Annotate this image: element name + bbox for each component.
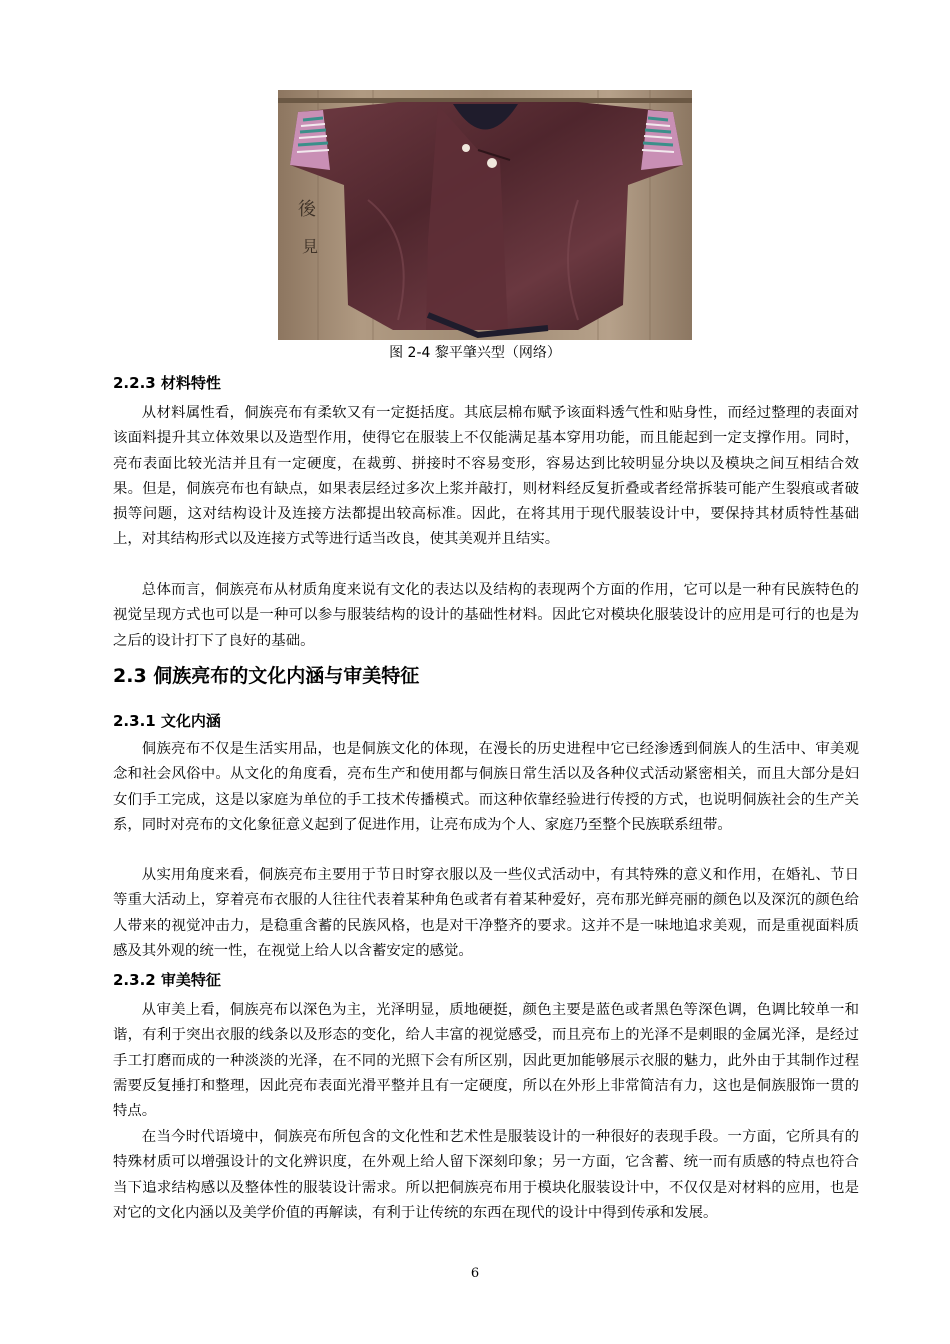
svg-text:見: 見 <box>302 237 319 256</box>
paragraph-2-2-3-1: 从材料属性看，侗族亮布有柔软又有一定挺括度。其底层棉布赋予该面料透气性和贴身性，而经过整理的表面对该面料提升其立体效果以及造型作用，使得它在服装上不仅能满足基本穿用功能，而且能起到一定支撑作用。同时，亮布表面比较光洁并且有一定硬度，在裁剪、拼接时不容易变形，容易达到比较明显分块以及模块之间互相结合效果。但是，侗族亮布也有缺点，如果表层经过多次上浆并敲打，则材料经反复折叠或者经常拆装可能产生裂痕或者破损等问题，这对结构设计及连接方法都提出较高标准。因此，在将其用于现代服装设计中，要保持其材质特性基础上，对其结构形式以及连接方式等进行适当改良，使其美观并且结实。 <box>113 405 859 548</box>
figure-photo <box>278 90 692 340</box>
paragraph-2-3-1-2: 从实用角度来看，侗族亮布主要用于节日时穿衣服以及一些仪式活动中，有其特殊的意义和作用，在婚礼、节日等重大活动上，穿着亮布衣服的人往往代表着某种角色或者有着某种爱好，亮布那光鲜亮丽的颜色以及深沉的颜色给人带来的视觉冲击力，是稳重含蓄的民族风格，也是对干净整齐的要求。这并不是一味地追求美观，而是重视面料质感及其外观的统一性，在视觉上给人以含蓄安定的感觉。 <box>113 867 859 959</box>
heading-2-3-2: 2.3.2 审美特征 <box>113 971 221 989</box>
jacket-photo-image <box>278 90 692 340</box>
figure-caption: 图 2-4 黎平肇兴型（网络） <box>389 345 561 361</box>
page-number: 6 <box>470 1266 480 1281</box>
paragraph-2-3-1-1: 侗族亮布不仅是生活实用品，也是侗族文化的体现，在漫长的历史进程中它已经渗透到侗族人的生活中、审美观念和社会风俗中。从文化的角度看，亮布生产和使用都与侗族日常生活以及各种仪式活动紧密相关，而且大部分是妇女们手工完成，这是以家庭为单位的手工技术传播模式。而这种依靠经验进行传授的方式，也说明侗族社会的生产关系，同时对亮布的文化象征意义起到了促进作用，让亮布成为个人、家庭乃至整个民族联系纽带。 <box>113 741 859 833</box>
heading-2-3-1: 2.3.1 文化内涵 <box>113 712 221 730</box>
heading-2-2-3: 2.2.3 材料特性 <box>113 374 221 392</box>
paragraph-2-3-2-1: 从审美上看，侗族亮布以深色为主，光泽明显，质地硬挺，颜色主要是蓝色或者黑色等深色调，色调比较单一和谐，有利于突出衣服的线条以及形态的变化，给人丰富的视觉感受，而且亮布上的光泽不是刺眼的金属光泽，是经过手工打磨而成的一种淡淡的光泽，在不同的光照下会有所区别，因此更加能够展示衣服的魅力，此外由于其制作过程需要反复捶打和整理，因此亮布表面光滑平整并且有一定硬度，所以在外形上非常简洁有力，这也是侗族服饰一贯的特点。 <box>113 1002 859 1120</box>
svg-text:後: 後 <box>298 199 316 220</box>
heading-2-3: 2.3 侗族亮布的文化内涵与审美特征 <box>113 665 420 687</box>
paragraph-2-3-2-2: 在当今时代语境中，侗族亮布所包含的文化性和艺术性是服装设计的一种很好的表现手段。一方面，它所具有的特殊材质可以增强设计的文化辨识度，在外观上给人留下深刻印象；另一方面，它含蓄、统一而有质感的特点也符合当下追求结构感以及整体性的服装设计需求。所以把侗族亮布用于模块化服装设计中，不仅仅是对材料的应用，也是对它的文化内涵以及美学价值的再解读，有利于让传统的东西在现代的设计中得到传承和发展。 <box>113 1129 859 1221</box>
paragraph-2-2-3-2: 总体而言，侗族亮布从材质角度来说有文化的表达以及结构的表现两个方面的作用，它可以是一种有民族特色的视觉呈现方式也可以是一种可以参与服装结构的设计的基础性材料。因此它对模块化服装设计的应用是可行的也是为之后的设计打下了良好的基础。 <box>113 582 859 649</box>
